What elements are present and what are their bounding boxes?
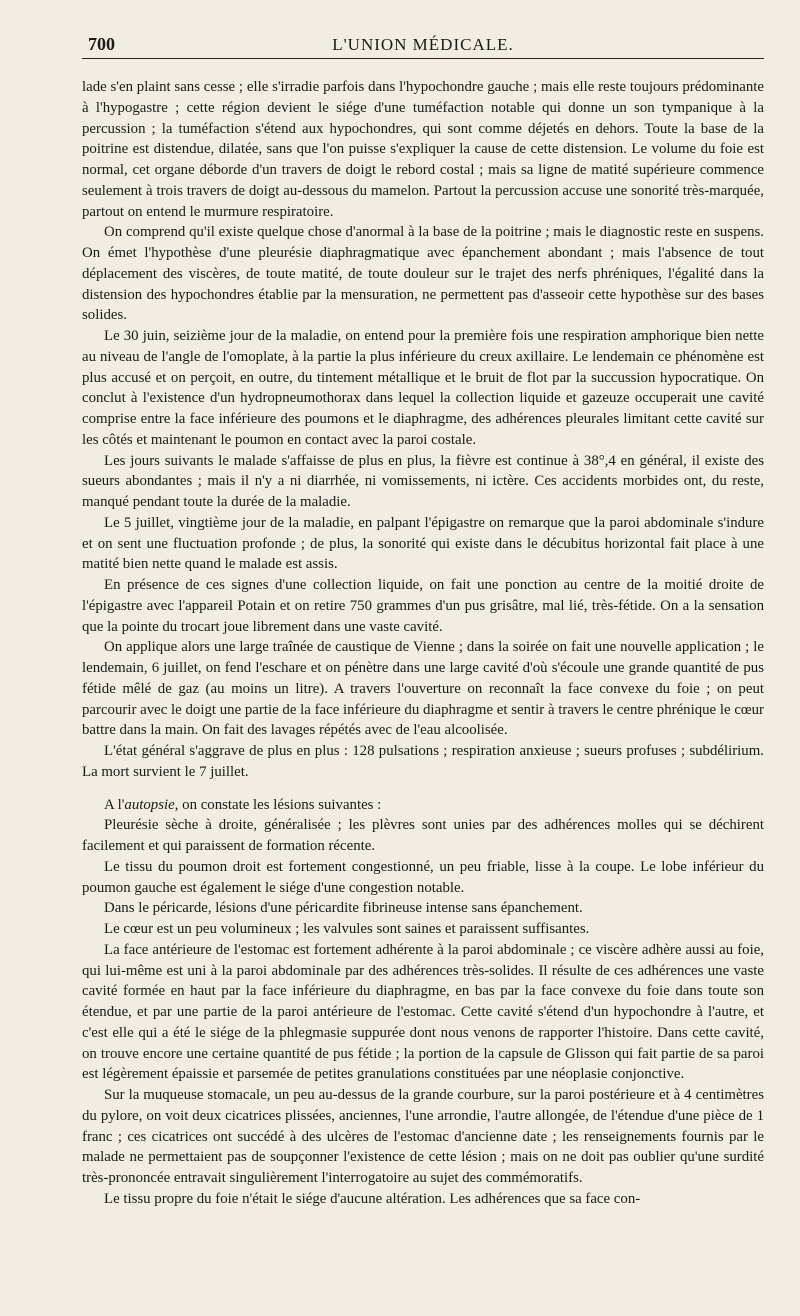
paragraph: On applique alors une large traînée de caustique de Vienne ; dans la soirée on fait une nouvelle application ; le lendemain, 6 juillet, on fend l'eschare et on pénètre dans une large cavité d'où s'écoule une grande quantité de pus fétide mêlé de gaz (au moins un litre). A travers l'ouverture on reconnaît la face convexe du foie ; on peut parcourir avec le doigt une partie de la face inférieure du diaphragme et sentir à travers le centre phrénique le cœur battre dans la main. On fait des lavages répétés avec de l'eau alcoolisée. [82,639,764,739]
paragraph: En présence de ces signes d'une collection liquide, on fait une ponction au centre de la moitié droite de l'épigastre avec l'appareil Potain et on retire 750 grammes d'un pus grisâtre, mal lié, très-fétide. On a la sensation que la pointe du trocart joue librement dans une vaste cavité. [82,577,764,635]
article-body [82,77,764,1210]
running-head: L'UNION MÉDICALE. [332,35,514,54]
paragraph: L'état général s'aggrave de plus en plus : 128 pulsations ; respiration anxieuse ; sueurs profuses ; subdélirium. La mort survient le 7 juillet. [82,743,764,780]
page-header [82,30,764,59]
page-number: 700 [88,34,115,54]
paragraph: Pleurésie sèche à droite, généralisée ; les plèvres sont unies par des adhérences molles qui se déchirent facilement et qui paraissent de formation récente. [82,817,764,854]
paragraph: Les jours suivants le malade s'affaisse de plus en plus, la fièvre est continue à 38°,4 en général, il existe des sueurs abondantes ; mais il n'y a ni diarrhée, ni vomissements, ni ictère. Ces accidents morbides ont, du reste, manqué pendant toute la durée de la maladie. [82,452,764,510]
autopsy-intro [82,795,764,816]
paragraph: Le cœur est un peu volumineux ; les valvules sont saines et paraissent suffisantes. [104,921,590,937]
paragraph: Le 5 juillet, vingtième jour de la maladie, en palpant l'épigastre on remarque que la paroi abdominale s'indure et on sent une fluctuation profonde ; de plus, la sonorité qui existe dans le décubitus horizontal fait place à une matité bien nette quand le malade est assis. [82,514,764,573]
autopsy-term: autopsie [124,796,175,813]
autopsy-intro-rest: , on constate les lésions suivantes : [174,796,382,813]
paragraph: Sur la muqueuse stomacale, un peu au-dessus de la grande courbure, sur la paroi postérieure et à 4 centimètres du pylore, on voit deux cicatrices plissées, anciennes, l'une arrondie, l'autre allongée, de l'étendue d'une pièce de 1 franc ; ces cicatrices ont succédé à des ulcères de l'estomac d'ancienne date ; les renseignements fournis par le malade ne permettaient pas de soupçonner l'existence de cette lésion ; mais on ne doit pas oublier qu'une surdité très-prononcée entravait singulièrement l'interrogatoire au sujet des commémoratifs. [82,1087,764,1186]
paragraph: Le 30 juin, seizième jour de la maladie, on entend pour la première fois une respiration amphorique bien nette au niveau de l'angle de l'omoplate, à la partie la plus inférieure du creux axillaire. Le lendemain ce phénomène est plus accusé et on perçoit, en outre, du tintement métallique et le bruit de flot par la succussion hypocratique. On conclut à l'existence d'un hydropneumothorax dans lequel la collection liquide et gazeuze occuperait une cavité comprise entre la face inférieure des poumons et le diaphragme, des adhérences pleurales limitant cette cavité sur les côtés et maintenant le poumon en contact avec la paroi costale. [82,328,764,448]
paragraph: Dans le péricarde, lésions d'une péricardite fibrineuse intense sans épanchement. [104,900,583,917]
paragraph: La face antérieure de l'estomac est fortement adhérente à la paroi abdominale ; ce viscère adhère aussi au foie, qui lui-même est uni à la paroi abdominale par des adhérences très-solides. Il résulte de ces adhérences une vaste cavité formée en haut par la face inférieure du diaphragme, en bas par la face convexe du foie dans toute son étendue, et par une partie de la paroi antérieure de l'estomac. Cette cavité s'étend d'un hypochondre à l'autre, et c'est elle qui a été le siége de la phlegmasie suppurée dont nous venons de rapporter l'histoire. Dans cette cavité, on trouve encore une certaine quantité de pus fétide ; la portion de la capsule de Glisson qui fait partie de sa paroi est légèrement épaissie et parsemée de petites granulations constituées par une néoplasie conjonctive. [82,941,764,1083]
autopsy-intro-prefix: A l' [104,796,125,813]
paragraph: On comprend qu'il existe quelque chose d'anormal à la base de la poitrine ; mais le diagnostic reste en suspens. On émet l'hypothèse d'une pleurésie diaphragmatique avec épanchement abondant ; mais l'absence de tout déplacement des viscères, de toute matité, de toute douleur sur le trajet des nerfs phréniques, l'égalité dans la distension des hypochondres établie par la mensuration, ne permettent pas d'asseoir cette hypothèse sur des bases solides. [82,224,764,324]
paragraph: lade s'en plaint sans cesse ; elle s'irradie parfois dans l'hypochondre gauche ; mais elle reste toujours prédominante à l'hypogastre ; cette région devient le siége d'une tuméfaction notable qui donne un son tympanique à la percussion ; la tuméfaction s'étend aux hypochondres, qui sont comme déjetés en dehors. Toute la base de la poitrine est distendue, dilatée, sans que l'on puisse s'expliquer la cause de cette distension. Le volume du foie est normal, cet organe déborde d'un travers de doigt le rebord costal ; mais sa ligne de matité supérieure commence seulement à trois travers de doigt au-dessous du mamelon. Partout la percussion accuse une sonorité très-marquée, partout on entend le murmure respiratoire. [82,79,764,220]
paragraph: Le tissu du poumon droit est fortement congestionné, un peu friable, lisse à la coupe. Le lobe inférieur du poumon gauche est également le siége d'une congestion notable. [82,858,764,896]
paragraph: Le tissu propre du foie n'était le siége d'aucune altération. Les adhérences que sa face con- [104,1190,641,1207]
